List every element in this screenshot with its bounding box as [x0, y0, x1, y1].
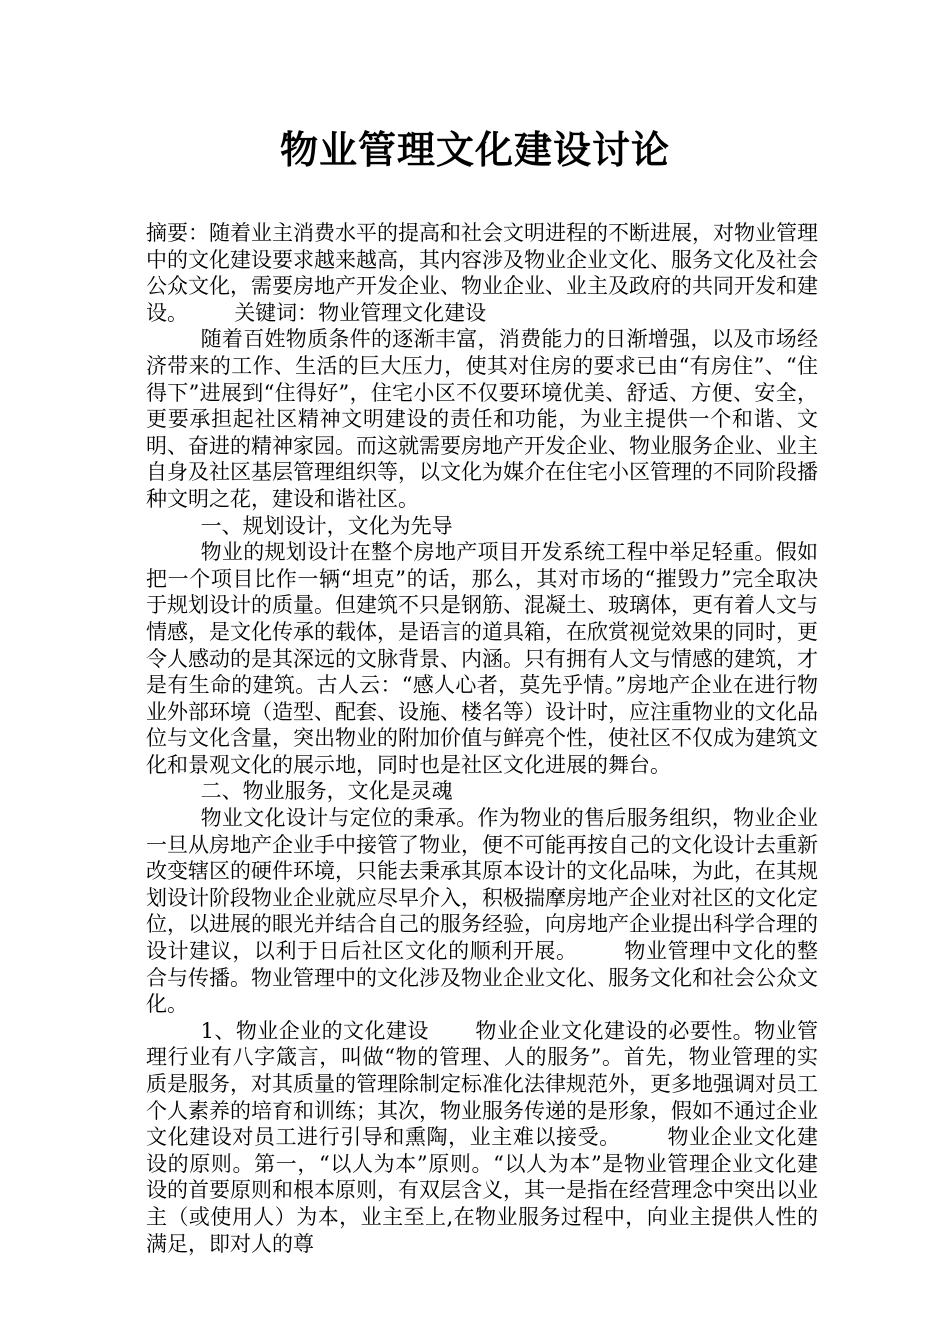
subsection-paragraph-1	[146, 1018, 818, 1257]
subsection-1-body-text: 物业企业文化建设的必要性。物业管理行业有八字箴言，叫做“物的管理、人的服务”。首先，物业管理的实质是服务，对其质量的管理除制定标准化法律规范外，更多地强调对员工个人素养的培育和训练；其次，物业服务传递的是形象，假如不通过企业文化建设对员工进行引导和熏陶，业主难以接受。	[146, 1018, 818, 1150]
intro-paragraph: 随着百姓物质条件的逐渐丰富，消费能力的日渐增强，以及市场经济带来的工作、生活的巨大压力，使其对住房的要求已由“有房住”、“住得下”进展到“住得好”，住宅小区不仅要环境优美、舒适、方便、安全，更要承担起社区精神文明建设的责任和功能，为业主提供一个和谐、文明、奋进的精神家园。而这就需要房地产开发企业、物业服务企业、业主自身及社区基层管理组织等，以文化为媒介在住宅小区管理的不同阶段播种文明之花，建设和谐社区。	[146, 327, 818, 511]
section-2-tail-text: 物业管理中文化的整合与传播。物业管理中的文化涉及物业企业文化、服务文化和社会公众文化。	[146, 939, 818, 1017]
document-title: 物业管理文化建设讨论	[279, 128, 670, 172]
section-paragraph-1: 物业的规划设计在整个房地产项目开发系统工程中举足轻重。假如把一个项目比作一辆“坦克”的话，那么，其对市场的“摧毁力”完全取决于规划设计的质量。但建筑不只是钢筋、混凝土、玻璃体，更有着人文与情感，是文化传承的载体，是语言的道具箱，在欣赏视觉效果的同时，更令人感动的是其深远的文脉背景、内涵。只有拥有人文与情感的建筑，才是有生命的建筑。古人云：“感人心者，莫先乎情。”房地产企业在进行物业外部环境（造型、配套、设施、楼名等）设计时，应注重物业的文化品位与文化含量，突出物业的附加价值与鲜亮个性，使社区不仅成为建筑文化和景观文化的展示地，同时也是社区文化进展的舞台。	[146, 540, 818, 777]
keywords-text: 关键词：物业管理文化建设	[234, 300, 487, 325]
subsection-heading-1: 1、物业企业的文化建设	[200, 1018, 429, 1043]
section-2-body-text: 物业文化设计与定位的秉承。作为物业的售后服务组织，物业企业一旦从房地产企业手中接管了物业，便不可能再按自己的文化设计去重新改变辖区的硬件环境，只能去秉承其原本设计的文化品味，为此，在其规划设计阶段物业企业就应尽早介入，积极揣摩房地产企业对社区的文化定位，以进展的眼光并结合自己的服务经验，向房地产企业提出科学合理的设计建议，以利于日后社区文化的顺利开展。	[146, 806, 818, 964]
section-heading-2: 二、物业服务，文化是灵魂	[200, 779, 453, 804]
document-body	[146, 220, 818, 1257]
section-paragraph-2	[146, 805, 818, 1018]
section-heading-1: 一、规划设计，文化为先导	[200, 513, 453, 538]
subsection-1-tail-text: 物业企业文化建设的原则。第一，“以人为本”原则。“以人为本”是物业管理企业文化建设的首要原则和根本原则，有双层含义，其一是指在经营理念中突出以业主（或使用人）为本，业主至上,在物业服务过程中，向业主提供人性的满足，即对人的尊	[146, 1125, 819, 1256]
abstract-text: 摘要：随着业主消费水平的提高和社会文明进程的不断进展，对物业管理中的文化建设要求越来越高，其内容涉及物业企业文化、服务文化及社会公众文化，需要房地产开发企业、物业企业、业主及政府的共同开发和建设。	[146, 221, 818, 325]
abstract-paragraph	[146, 220, 818, 326]
